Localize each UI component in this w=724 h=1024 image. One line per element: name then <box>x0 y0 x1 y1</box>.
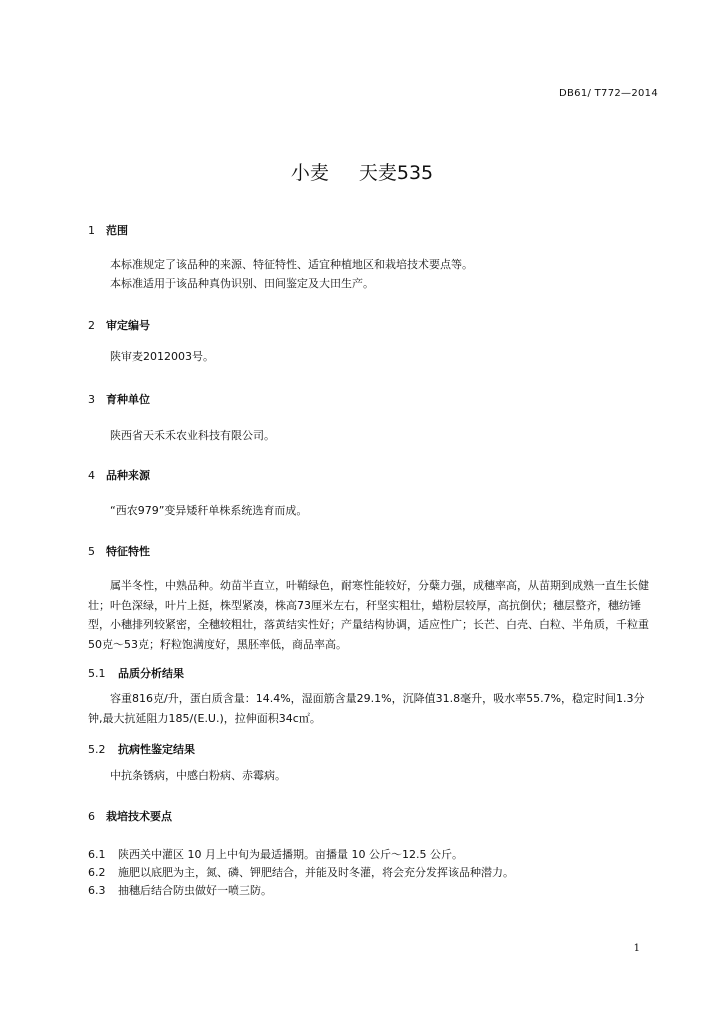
item-text: 抽穗后结合防虫做好一喷三防。 <box>118 884 272 897</box>
section-title: 育种单位 <box>106 393 150 406</box>
section-5-1-heading <box>88 665 184 681</box>
section-4-paragraph: “西农979”变异矮秆单株系统选育而成。 <box>110 504 308 517</box>
section-6-heading <box>88 808 172 824</box>
section-number: 6 <box>88 810 95 823</box>
section-5-heading <box>88 543 150 559</box>
item-number: 6.3 <box>88 884 106 897</box>
page-number: 1 <box>633 943 640 954</box>
section-title: 审定编号 <box>106 319 150 332</box>
section-1-paragraph-1: 本标准规定了该品种的来源、特征特性、适宜种植地区和栽培技术要点等。 <box>110 258 473 271</box>
section-title: 品质分析结果 <box>118 667 184 680</box>
section-number: 4 <box>88 469 95 482</box>
section-number: 2 <box>88 319 95 332</box>
list-item <box>88 846 463 862</box>
item-number: 6.2 <box>88 866 106 879</box>
section-2-paragraph: 陕审麦2012003号。 <box>110 350 214 363</box>
item-number: 6.1 <box>88 848 106 861</box>
item-text: 施肥以底肥为主，氮、磷、钾肥结合，并能及时冬灌，将会充分发挥该品种潜力。 <box>118 866 514 879</box>
section-number: 1 <box>88 224 95 237</box>
title-crop: 小麦 <box>290 162 329 184</box>
section-title: 特征特性 <box>106 545 150 558</box>
section-1-paragraph-2: 本标准适用于该品种真伪识别、田间鉴定及大田生产。 <box>110 277 374 290</box>
section-number: 5.1 <box>88 667 106 680</box>
section-5-paragraph: 属半冬性，中熟品种。幼苗半直立，叶鞘绿色，耐寒性能较好，分蘖力强，成穗率高，从苗期到成熟一直生长健壮；叶色深绿，叶片上挺，株型紧凑，株高73厘米左右，秆坚实粗壮，蜡粉层较厚，高抗倒伏；穗层整齐，穗纺锤型，小穗排列较紧密，全穗较粗壮，落黄结实性好；产量结构协调，适应性广；长芒、白壳、白粒、半角质，千粒重50克～53克；籽粒饱满度好，黑胚率低，商品率高。 <box>88 579 649 651</box>
document-code: DB61/ T772—2014 <box>559 88 658 99</box>
document-title <box>0 158 724 185</box>
section-4-heading <box>88 467 150 483</box>
section-title: 栽培技术要点 <box>106 810 172 823</box>
section-number: 5.2 <box>88 743 106 756</box>
list-item <box>88 882 272 898</box>
section-5-2-paragraph: 中抗条锈病，中感白粉病、赤霉病。 <box>110 769 286 782</box>
title-variety: 天麦535 <box>358 162 434 184</box>
section-5-1-paragraph: 容重816克/升，蛋白质含量：14.4%，湿面筋含量29.1%，沉降值31.8毫升，吸水率55.7%，稳定时间1.3分钟,最大抗延阻力185/(E.U.)，拉伸面积34c㎡。 <box>88 692 645 725</box>
section-1-heading <box>88 222 128 238</box>
list-item <box>88 864 514 880</box>
section-2-heading <box>88 317 150 333</box>
item-text: 陕西关中灌区 10 月上中旬为最适播期。亩播量 10 公斤～12.5 公斤。 <box>118 848 463 861</box>
section-title: 范围 <box>106 224 128 237</box>
section-5-2-heading <box>88 741 195 757</box>
section-number: 3 <box>88 393 95 406</box>
section-3-heading <box>88 391 150 407</box>
section-number: 5 <box>88 545 95 558</box>
section-title: 抗病性鉴定结果 <box>118 743 195 756</box>
section-3-paragraph: 陕西省天禾禾农业科技有限公司。 <box>110 429 275 442</box>
section-title: 品种来源 <box>106 469 150 482</box>
